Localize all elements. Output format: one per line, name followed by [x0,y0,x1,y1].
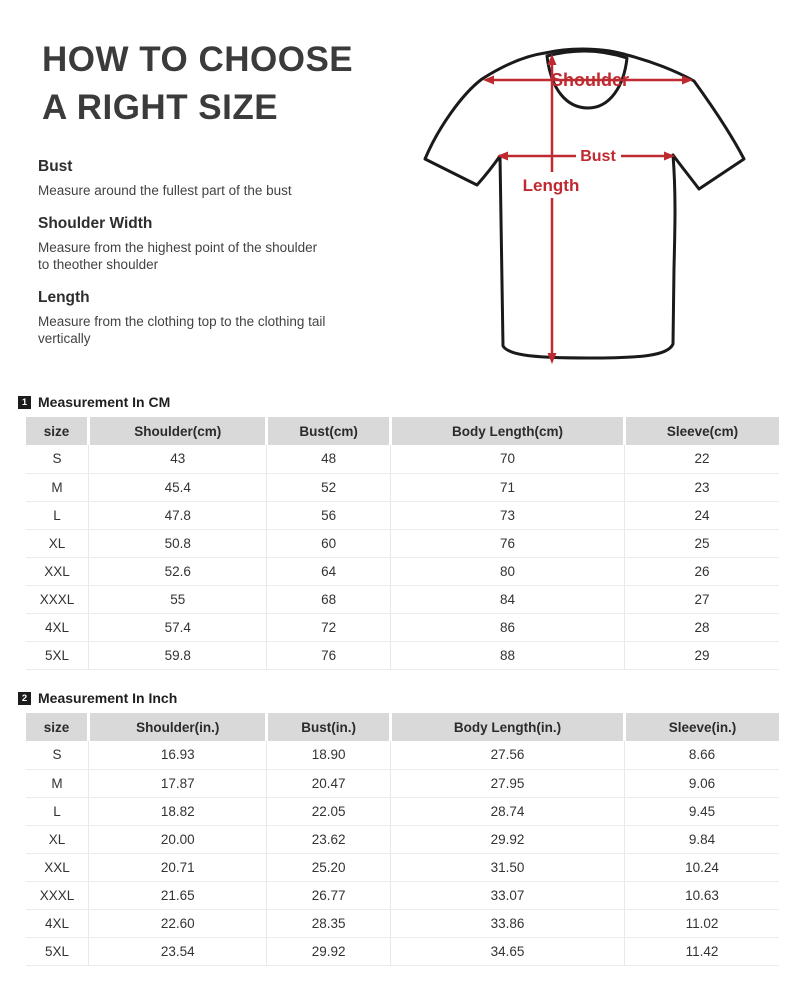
table-cell: 64 [267,557,390,585]
table-cell: 27.95 [390,769,624,797]
table-cell: 9.84 [625,825,779,853]
table-cell: 5XL [26,641,88,669]
table-cell: 34.65 [390,937,624,965]
table-cell: 20.47 [267,769,390,797]
table-row [26,501,779,529]
section-title: Measurement In Inch [38,690,178,706]
table-cell: 5XL [26,937,88,965]
table-cell: 23 [625,473,779,501]
table-cell: XXL [26,853,88,881]
table-cell: XXL [26,557,88,585]
table-cell: 50.8 [88,529,266,557]
table-cell: 8.66 [625,741,779,769]
table-cell: 29.92 [267,937,390,965]
table-cell: 22.60 [88,909,266,937]
table-cell: 22 [625,445,779,473]
table-cell: 84 [390,585,624,613]
instruction-description: Measure from the clothing top to the clothing tail vertically [38,313,326,346]
table-cell: 16.93 [88,741,266,769]
measurement-inch-section [18,690,784,966]
table-cell: 18.82 [88,797,266,825]
section-title: Measurement In CM [38,394,171,410]
table-cell: 28.35 [267,909,390,937]
table-cell: 25.20 [267,853,390,881]
table-cell: 73 [390,501,624,529]
table-cell: 76 [267,641,390,669]
section-header [18,690,784,706]
table-cell: 60 [267,529,390,557]
instruction-heading: Length [38,288,90,306]
column-header: size [26,713,88,741]
section-number-badge: 2 [18,692,31,705]
table-header-row [26,417,779,445]
table-cell: 76 [390,529,624,557]
table-cell: L [26,501,88,529]
table-cell: 25 [625,529,779,557]
column-header: Bust(cm) [267,417,390,445]
column-header: Shoulder(in.) [88,713,266,741]
page-title-line1: HOW TO CHOOSE [42,40,354,79]
column-header: Sleeve(in.) [625,713,779,741]
instruction-heading: Bust [38,158,73,175]
table-cell: 28 [625,613,779,641]
table-cell: 43 [88,445,266,473]
table-cell: 80 [390,557,624,585]
table-header-row [26,713,779,741]
table-cell: 23.54 [88,937,266,965]
table-cell: 26 [625,557,779,585]
column-header: Body Length(cm) [390,417,624,445]
instruction-description: Measure around the fullest part of the bust [38,183,292,198]
table-cell: 18.90 [267,741,390,769]
table-cell: 70 [390,445,624,473]
table-row [26,741,779,769]
table-cell: 29 [625,641,779,669]
column-header: size [26,417,88,445]
table-row [26,473,779,501]
table-cell: 86 [390,613,624,641]
table-cell: 72 [267,613,390,641]
column-header: Bust(in.) [267,713,390,741]
table-cell: 33.07 [390,881,624,909]
table-cell: 55 [88,585,266,613]
table-cell: 11.42 [625,937,779,965]
column-header: Shoulder(cm) [88,417,266,445]
table-cell: 9.06 [625,769,779,797]
table-cell: 71 [390,473,624,501]
table-cell: 57.4 [88,613,266,641]
table-row [26,641,779,669]
table-cell: 56 [267,501,390,529]
table-cell: 27 [625,585,779,613]
table-cell: 20.71 [88,853,266,881]
instruction-length [38,289,348,348]
measurement-cm-section [18,394,784,670]
table-row [26,529,779,557]
table-cell: 52 [267,473,390,501]
table-row [26,613,779,641]
table-cell: 22.05 [267,797,390,825]
table-cell: XL [26,529,88,557]
table-row [26,825,779,853]
table-cell: 27.56 [390,741,624,769]
table-row [26,585,779,613]
table-cell: L [26,797,88,825]
table-cell: S [26,445,88,473]
inch-size-table [26,713,779,966]
table-cell: 47.8 [88,501,266,529]
table-cell: M [26,473,88,501]
table-cell: XL [26,825,88,853]
column-header: Body Length(in.) [390,713,624,741]
table-cell: 52.6 [88,557,266,585]
instruction-bust [38,158,348,200]
table-row [26,557,779,585]
tshirt-measurement-diagram [400,28,800,390]
table-row [26,937,779,965]
table-cell: 17.87 [88,769,266,797]
table-row [26,797,779,825]
table-cell: 31.50 [390,853,624,881]
table-cell: 88 [390,641,624,669]
table-cell: XXXL [26,881,88,909]
column-header: Sleeve(cm) [625,417,779,445]
table-cell: 11.02 [625,909,779,937]
page-title-line2: A RIGHT SIZE [42,88,279,127]
table-row [26,881,779,909]
table-cell: 45.4 [88,473,266,501]
table-cell: S [26,741,88,769]
table-row [26,909,779,937]
table-cell: 21.65 [88,881,266,909]
shoulder-label: Shoulder [550,70,630,90]
table-row [26,445,779,473]
table-cell: 68 [267,585,390,613]
length-label: Length [522,176,580,195]
table-cell: 10.63 [625,881,779,909]
table-cell: 20.00 [88,825,266,853]
instruction-shoulder-width [38,215,348,274]
table-cell: 29.92 [390,825,624,853]
table-cell: XXXL [26,585,88,613]
table-cell: 9.45 [625,797,779,825]
instruction-heading: Shoulder Width [38,214,153,232]
table-cell: 28.74 [390,797,624,825]
table-cell: 23.62 [267,825,390,853]
table-cell: 24 [625,501,779,529]
table-cell: 4XL [26,909,88,937]
measure-instructions [38,158,348,363]
table-cell: 33.86 [390,909,624,937]
table-cell: 48 [267,445,390,473]
bust-label: Bust [580,148,616,165]
instruction-description: Measure from the highest point of the shoulder to theother shoulder [38,239,318,272]
table-cell: 10.24 [625,853,779,881]
table-cell: 59.8 [88,641,266,669]
table-row [26,853,779,881]
table-cell: 26.77 [267,881,390,909]
table-cell: M [26,769,88,797]
section-header [18,394,784,410]
cm-size-table [26,417,779,670]
page-title [42,36,353,132]
section-number-badge: 1 [18,396,31,409]
table-row [26,769,779,797]
table-cell: 4XL [26,613,88,641]
